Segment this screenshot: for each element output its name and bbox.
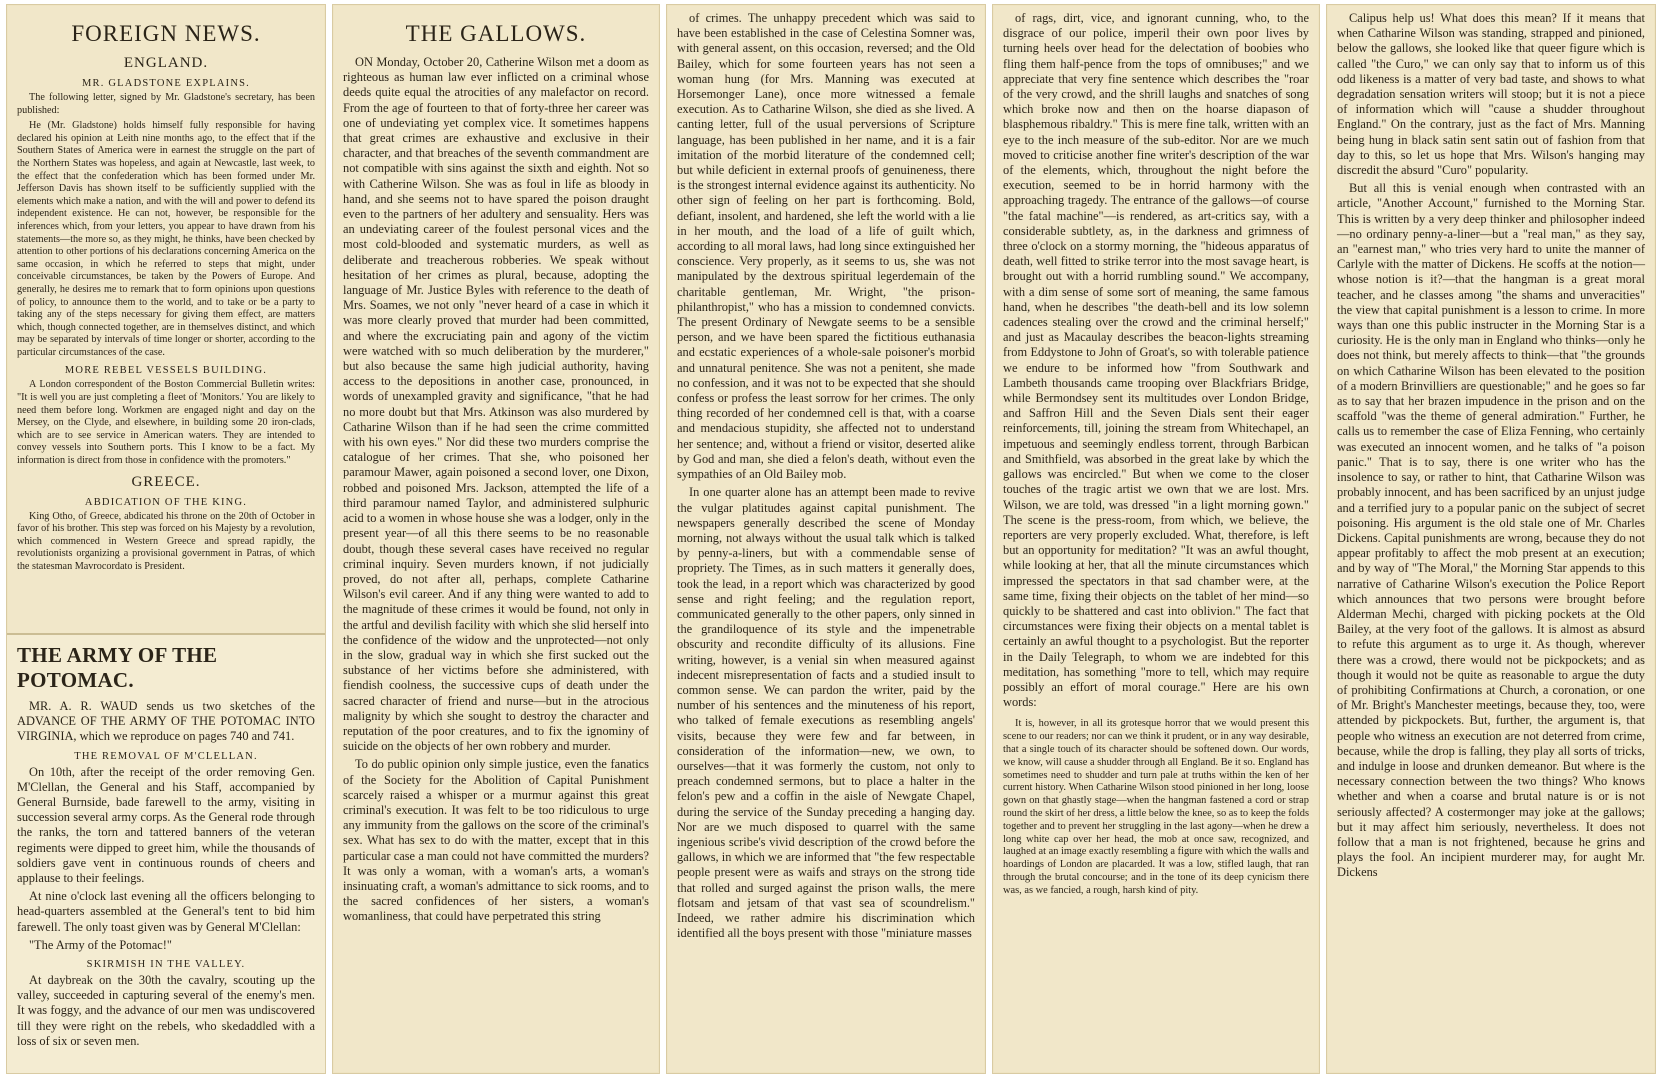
gallows-heading: THE GALLOWS.	[405, 21, 587, 46]
paragraph: King Otho, of Greece, abdicated his throne on the 20th of October in favor of his brother. This step was forced on his Majesty by a revolution, which commenced in Western Greece and spread rapidly, the revolutionists organizing a provisional government in Patras, of which the statesman Mavrocordato is President.	[17, 510, 315, 572]
army-heading: THE ARMY OF THE POTOMAC.	[17, 643, 218, 692]
foreign-news-heading: FOREIGN NEWS.	[71, 21, 261, 46]
removal-caption: THE REMOVAL OF M'CLELLAN.	[74, 750, 258, 762]
paragraph: of rags, dirt, vice, and ignorant cunning, who, to the disgrace of our police, imperil their own poor lives by turning heels over head for the delectation of boobies who fling them half-pence from the tops of omnibuses;" and we appreciate that very fine sentence which describes the "roar of the very crowd, and the shrill laughs and snatches of song which broke now and then on the hoarse diapason of blasphemous ribaldry." This is mere fine talk, written with an eye to the inch measure of the sub-editor. Nor are we much moved to criticise another fine writer's description of the war of the elements, which, throughout the night before the execution, seemed to be in horrid harmony with the approaching tragedy. The entrance of the gallows—of course "the fatal machine"—is rendered, as art-critics say, with a considerable subtlety, as, in the darkness and grimness of three o'clock on a stormy morning, the "hideous apparatus of death, well fitted to strike terror into the most savage heart, is brought out with a horrid rumbling sound." We accompany, with a dim sense of some sort of meaning, the same famous hand, when he describes "the death-bell and its low solemn cadences stealing over the crowd and the criminal herself;" and just as Macaulay describes the beacon-lights streaming from Eddystone to John of Groat's, so with tolerable patience we endure to be informed how "from Southwark and Lambeth thousands came trooping over Blackfriars Bridge, while Bermondsey sent its multitudes over London Bridge, and Saffron Hill and the Seven Dials sent their eager reinforcements, till, joining the stream from Whitechapel, an impetuous and seemingly endless torrent, through Barbican and Smithfield, was absorbed in the great lake by which the gallows was encircled." But when we come to the closer touches of the tragic artist we own that we are lost. Mrs. Wilson, we are told, was dressed "in a light morning gown." The scene is the press-room, from which, we believe, the reporters are very properly excluded. What, therefore, is left but an opportunity for meditation? "It was an awful thought, while looking at her, that all the minute circumstances which impressed the spectators in that sad chamber were, at the same time, fixing their objects on the tablet of her mind—so quickly to be shattered and cast into oblivion." The fact that circumstances were fixing their objects on a mental tablet is certainly an awful thought to a psychologist. But the reporter in the Daily Telegraph, to whom we are indebted for this meditation, has something "more to tell, which may require possibly an effort of moral courage." Here are his own words:	[1003, 11, 1309, 710]
quote-paragraph: It is, however, in all its grotesque horror that we would present this scene to our readers; nor can we think it prudent, or in any way desirable, that a single touch of its character should be softened down. Our words, we know, will cause a shudder through all England. Be it so. England has sometimes need to shudder and turn pale at truths within the ken of her current history. When Catharine Wilson stood pinioned in her long, loose gown on that ghastly stage—when the hangman fastened a cord or strap round the skirt of her dress, a little below the knee, so as to keep the folds together and to prevent her struggling in the last agony—when he drew a long white cap over her head, the mob at once saw, recognized, and laughed at an image exactly resembling a figure with which the walls and hoardings of London are placarded. It was a low, stifled laugh, that ran through the brutal concourse; and in the tone of its deep cynicism there was, as we fancied, a rough, harsh kind of pity.	[1003, 718, 1309, 896]
paragraph: At nine o'clock last evening all the officers belonging to head-quarters assembled at the General's tent to bid him farewell. The only toast given was by General M'Clellan:	[17, 889, 315, 934]
paragraph: MR. A. R. WAUD sends us two sketches of the ADVANCE OF THE ARMY OF THE POTOMAC INTO VIRGINIA, which we reproduce on pages 740 and 741.	[17, 699, 315, 744]
paragraph: ON Monday, October 20, Catherine Wilson met a doom as righteous as human law ever inflicted on a criminal whose deeds quite equal the atrocities of any malefactor on record. From the age of fourteen to that of forty-three her career was one of undeviating yet complex vice. It sometimes happens that great crimes are exhaustive and exclusive in their character, and that breaches of the seventh commandment are not compatible with sins against the sixth and eighth. Not so with Catherine Wilson. She was as foul in life as bloody in hand, and she seems not to have spared the poison draught even to the partners of her adultery and sensuality. Hers was an undeviating career of the foulest personal vices and the most cold-blooded and systematic murders, as well as deliberate and treacherous robberies. We speak without hesitation of her crimes as plural, because, adopting the language of Mr. Justice Byles with reference to the death of Mrs. Soames, we not only "never heard of a case in which it was more clearly proved that murder had been committed, and where the excruciating pain and agony of the victim were watched with so much deliberation by the murderer," but also because the same high judicial authority, having access to the depositions in another case, pronounced, in words of unexampled gravity and significance, "that he had no more doubt but that Mrs. Atkinson was also murdered by Catharine Wilson than if he had seen the crime committed with his own eyes." Nor did these two murders comprise the catalogue of her crimes. That she, who poisoned her paramour Mawer, again poisoned a second lover, one Dixon, robbed and poisoned Mrs. Jackson, attempted the life of a third paramour named Taylor, and administered sulphuric acid to a women in whose house she was a lodger, only in the present year—of all this there seems to be no reasonable doubt, though these several cases have received no regular criminal inquiry. Seven murders known, if not judicially proved, do not after all, perhaps, complete Catharine Wilson's evil career. And if any thing were wanted to add to the magnitude of these crimes it would be found, not only in the artful and devilish facility with which she slid herself into the confidence of the widow and the unprotected—not only in the slow, gradual way in which she first sucked out the substance of her victims before she administered, with fiendish coolness, the successive cups of death under the sacred character of friend and nurse—but in the atrocious malignity by which she sought to destroy the character and reputation of the poor creatures, and to fix the ignominy of suicide on the objects of her own robbery and murder.	[343, 55, 649, 754]
column-gallows-continued-2	[992, 4, 1320, 1074]
greece-heading: GREECE.	[131, 473, 201, 490]
paragraph: The following letter, signed by Mr. Gladstone's secretary, has been published:	[17, 92, 315, 116]
paragraph: At daybreak on the 30th the cavalry, scouting up the valley, succeeded in capturing several of the enemy's men. It was foggy, and the advance of our men was undiscovered till they were right on the rebels, who skedaddled with a loss of six or seven men.	[17, 973, 315, 1048]
rebel-vessels-caption: MORE REBEL VESSELS BUILDING.	[64, 365, 268, 377]
paragraph: A London correspondent of the Boston Commercial Bulletin writes: "It is well you are just completing a fleet of 'Monitors.' You are likely to need them before long. Workmen are engaged night and day on the Mersey, on the Clyde, and elsewhere, in building some 20 iron-clads, which are to see service in American waters. They are intended to convey vessels into Southern ports. This I know to be a fact. My information is direct from those in confidence with the promoters."	[17, 379, 315, 467]
paragraph: On 10th, after the receipt of the order removing Gen. M'Clellan, the General and his Staff, accompanied by General Burnside, bade farewell to the army, visiting in succession several army corps. As the General rode through the ranks, the torn and tattered banners of the veteran regiments were dipped to greet him, while the thousands of soldiers gave vent in continuous rounds of cheers and applause to their feelings.	[17, 764, 315, 886]
paragraph: "The Army of the Potomac!"	[29, 937, 172, 952]
paragraph: He (Mr. Gladstone) holds himself fully responsible for having declared his opinion at Leith nine months ago, to the effect that if the Southern States of America were in earnest the struggle on the part of the Northern States was hopeless, and again at Newcastle, last week, to the effect that the confederation which has been formed under Mr. Jefferson Davis has shown itself to be sufficiently supplied with the elements which make a nation, and with the will and power to defend its independent existence. He can not, however, be responsible for the inferences which, from your letters, you appear to have drawn from his statements—the more so, as they might, he thinks, have been checked by attention to other portions of his declarations concerning America on the same occasion, in which he referred to steps that might, under conceivable circumstances, be taken by the Powers of Europe. And generally, he desires me to remark that to form opinions upon questions of policy, to announce them to the world, and to take or be a party to taking any of the steps necessary for giving them effect, are matters which, though connected together, are in themselves distinct, and which may be separated by intervals of time longer or shorter, according to the particular circumstances of the case.	[17, 120, 315, 358]
paragraph: Calipus help us! What does this mean? If it means that when Catharine Wilson was standing, strapped and pinioned, below the gallows, she looked like that queer figure which is called "the Curo," we can only say that to inform us of this odd likeness is a matter of very bad taste, and shows to what degradation sensation writers will stoop; but it is not a piece of information which will "cause a shudder throughout England." On the contrary, just as the fact of Mrs. Manning being hung in black satin sent satin out of fashion from that day to this, so let us hope that Mrs. Wilson's hanging may discredit the absurd "Curo" popularity.	[1337, 11, 1645, 178]
abdication-caption: ABDICATION OF THE KING.	[84, 496, 248, 508]
column-gallows-continued	[666, 4, 986, 1074]
column-gallows	[332, 4, 660, 1074]
column-foreign-news	[6, 4, 326, 1074]
paragraph: To do public opinion only simple justice, even the fanatics of the Society for the Abolition of Capital Punishment scarcely raised a whisper or a murmur against this great criminal's execution. It was felt to be too ridiculous to urge any immunity from the gallows on the score of the criminal's sex. What has sex to do with the matter, except that in this particular case a man could not have committed the murders? It was only a woman, with a woman's arts, a woman's insinuating craft, a woman's admittance to sick rooms, and to the sacred confidences of her sisters, a woman's womanliness, that could have perpetrated this string	[343, 757, 649, 924]
paragraph: In one quarter alone has an attempt been made to revive the vulgar platitudes against capital punishment. The newspapers generally described the scene of Monday morning, not always without the usual talk which is talked by penny-a-liners, but with a commendable sense of propriety. The Times, as in such matters it generally does, took the lead, in a report which was characterized by good sense and right feeling; and the regulation report, communicated generally to the other papers, only sinned in the grandiloquence of its style and the impenetrable obscurity and recondite difficulty of its allusions. Fine writing, however, is a venial sin when measured against indecent misrepresentation of facts and a studied insult to common sense. We can pardon the writer, paid by the number of his sentences and the minuteness of his report, who talked of female executions as resembling angels' visits, because they were few and far between, in consideration of the information—new, we own, to ourselves—that it was formerly the custom, not only to preach condemned sermons, but to place a halter in the felon's pew and a coffin in the aisle of Newgate Chapel, during the service of the Sunday preceding a hanging day. Nor are we much disposed to quarrel with the same ingenious scribe's vivid description of the crowd before the gallows, in which we are informed that "the few respectable people present were as waifs and strays on the strong tide that rolled and surged against the prison walls, the mere flotsam and jetsam of that vast sea of scoundrelism." Indeed, we rather admire his discrimination which identified all the boys present with those "miniature masses	[677, 485, 975, 941]
telegraph-quote	[1003, 718, 1309, 897]
england-heading: ENGLAND.	[123, 55, 209, 71]
column-gallows-continued-3	[1326, 4, 1656, 1074]
gladstone-caption: MR. GLADSTONE EXPLAINS.	[82, 78, 250, 89]
skirmish-caption: SKIRMISH IN THE VALLEY.	[86, 959, 246, 971]
paragraph: of crimes. The unhappy precedent which was said to have been established in the case of Celestina Somner was, with general assent, on this occasion, reversed; and the Old Bailey, which for some fourteen years has not seen a woman hung (for Mrs. Manning was executed at Horsemonger Lane), once more witnessed a female execution. As to Catharine Wilson, she died as she lived. A canting letter, full of the usual perversions of Scripture language, has been published in her name, and it is a fair imitation of the morbid literature of the condemned cell; but while deficient in external proofs of genuineness, there is the strongest internal evidence against its authenticity. No other sign of feeling on her part is forthcoming. Bold, defiant, insolent, and hardened, she left the world with a lie in her mouth, and the load of a life of guilt which, according to all moral laws, had long since extinguished her conscience. Very properly, as it seems to us, she was not manipulated by the dextrous spiritual legerdemain of the charitable gentleman, Mr. Wright, "the prison-philanthropist," who has a mission to condemned convicts. The present Ordinary of Newgate seems to be a sensible person, and we have been spared the fictitious euthanasia and ecstatic experiences of a whole-sale poisoner's morbid and unnatural penitence. She was not a penitent, she made no confession, and it was not to be expected that she should confess or profess the least sorrow for her crimes. The only thing recorded of her condemned cell is that, with a coarse and mendacious stupidity, she affected not to understand her sentence; and, without a friend or visitor, deserted alike by God and man, she died a felon's death, without even the sympathies of an Old Bailey mob.	[677, 11, 975, 482]
army-of-potomac-section	[7, 633, 325, 1073]
paragraph: But all this is venial enough when contrasted with an article, "Another Account," furnished to the Morning Star. This is written by a very deep thinker and philosopher indeed—no ordinary penny-a-liner—but a "real man," as they say, an "earnest man," who tries very hard to unite the manner of Carlyle with the matter of Dickens. He scoffs at the notion—whose notion is it?—that the hangman is a great moral teacher, and he classes among "the shams and unveracities" the view that capital punishment is a lesson to crime. In more ways than one this public instructer in the Morning Star is a curiosity. He is the only man in England who thinks—only he does not think, but merely affects to think—that "the grounds on which Catharine Wilson has been elevated to the position of a modern Brinvilliers are questionable;" and he goes so far as to say that her brazen impudence in the prison and on the scaffold "was the theme of general admiration." Further, he calls us to remember the case of Eliza Fenning, who certainly was executed an innocent women, and he talks of "a poison panic." That is to say, there is one writer who has the insolence to say, or rather to hint, that Catharine Wilson was probably innocent, and has been sacrificed by an unjust judge and a terrified jury to a popular panic on the subject of secret poisoning. His argument is the old stale one of Mr. Charles Dickens. Capital punishments are wrong, because they do not appear profitably to affect the mob present at an execution; and by way of "The Moral," the Morning Star appends to this narrative of Catharine Wilson's execution the Police Report which announces that two persons were brought before Alderman Mechi, charged with picking pockets at the Old Bailey, at the very foot of the gallows. It is almost as absurd to refute this argument as to urge it. As though, wherever there was a crowd, there would not be pickpockets; and as though it would not be quite as reasonable to argue the duty of prohibiting Confirmations at Church, a coronation, or one of Mr. Bright's Manchester meetings, because they, too, were attended by pickpockets. But, further, the argument is, that people who witness an execution are not deterred from crime, because, while the drop is falling, they play all sorts of tricks, and indulge in loose and drunken demeanor. But where is the necessary connection between the two things? Who knows whether and when a coarse and brutal nature is or is not seriously affected? A costermonger may joke at the gallows; but it may affect him seriously, nevertheless. It does not follow that a man is not frightened, because he grins and plays the fool. An incipient murderer may, for aught Mr. Dickens	[1337, 181, 1645, 880]
